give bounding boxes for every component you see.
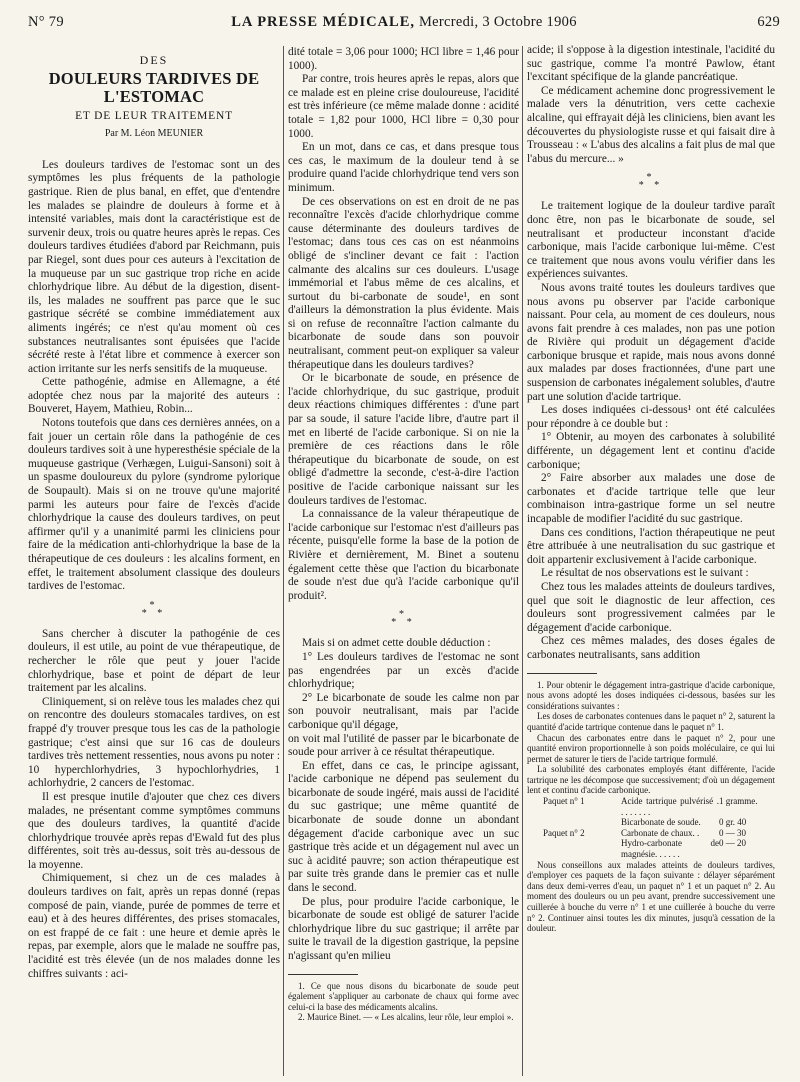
footnote: Nous conseillons aux malades atteints de douleurs tardives, d'employer ces paquets de la façon suivante : délayer séparément dans deux demi-verres d'eau, un paquet n° 1 et un paquet n° 2. Au moment des douleurs ou un peu avant, prendre successivement une cuillerée à bouche du verre n° 1 et une cuillerée à bouche du verre n° 2. Continuer ainsi toutes les dix minutes, jusqu'à cessation de la douleur. (527, 859, 775, 934)
footnote: 1. Ce que nous disons du bicarbonate de soude peut également s'appliquer au carbonate de chaux qui forme avec celui-ci la base des médicaments alcalins. (288, 980, 519, 1012)
paragraph: Dans ces conditions, l'action thérapeutique ne peut être attribuée à une neutralisation du suc gastrique et doit appartenir exclusivement à l'acide carbonique. (527, 526, 775, 566)
paragraph: Le traitement logique de la douleur tardive paraît donc être, non pas le bicarbonate de soude, sel neutralisant et producteur inconstant d'acide carbonique, mais l'acide carbonique lui-même. C'est ce traitement que nous avons voulu vérifier dans les expériences suivantes. (527, 200, 775, 281)
paragraph: En un mot, dans ce cas, et dans presque tous ces cas, le maximum de la douleur tend à se produire quand l'acide chlorhydrique tend vers son minimum. (288, 141, 519, 194)
paragraph: 2° Le bicarbonate de soude les calme non par son pouvoir neutralisant, mais par l'acide carbonique qu'il dégage, (288, 691, 519, 731)
footnote: Chacun des carbonates entre dans le paquet n° 2, pour une quantité environ proportionnelle à son poids moléculaire, ce qui lui permet de saturer le tiers de l'acide tartrique formulé. (527, 732, 775, 764)
section-separator: * * * (638, 172, 664, 192)
dose-row (543, 817, 775, 828)
paragraph: Cette pathogénie, admise en Allemagne, a été adoptée chez nous par la majorité des auteurs : Bouveret, Hayem, Mathieu, Robin... (28, 376, 280, 416)
section-separator: * * * (391, 609, 416, 629)
paragraph: Nous avons traité toutes les douleurs tardives que nous avons pu observer par l'acide carbonique naissant. Pour cela, au moment de ces douleurs, nous avons fait prendre à ces malades, non pas une potion de Rivière qui produit un dégagement d'acide carbonique brusque et rapide, mais nous avons donné aux malades par doses fractionnées, d'une part une suspension de carbonates inégalement solubles, d'autre part une solution d'acide tartrique. (527, 281, 775, 403)
paragraph: Les doses indiquées ci-dessous¹ ont été calculées pour répondre à ce double but : (527, 404, 775, 430)
dose-table (543, 796, 775, 860)
column-2 (288, 46, 519, 1023)
article-author: Par M. Léon MEUNIER (104, 128, 204, 140)
journal-masthead (28, 14, 780, 31)
dose-item: Bicarbonate de soude. (621, 817, 701, 828)
paragraph: Les douleurs tardives de l'estomac sont un des symptômes les plus fréquents de la pathologie gastrique. Rien de plus banal, en effet, que d'entendre les malades se plaindre de douleurs à forme et à intensité variables, mais dont la caractéristique est de survenir deux, trois ou quatre heures après le repas. Ces douleurs tardives étudiées d'abord par Reichmann, puis par Riegel, sont dues pour ces auteurs à l'excitation de la muqueuse par un suc gastrique trop riche en acide chlorhydrique libre. Au début de la digestion, disent-ils, les malades ne souffrent pas parce que le suc gastrique sécrété se combine immédiatement aux aliments ingérés; ce n'est qu'au moment où ces substances neutralisantes sont épuisées que l'acide sécrété reste à l'état libre et commence à exercer son action irritante sur les nerfs sensitifs de la muqueuse. (28, 158, 280, 375)
dose-packet: Paquet n° 2 (543, 827, 585, 838)
section-separator: * * * (141, 599, 167, 619)
journal-name: LA PRESSE MÉDICALE, (231, 14, 416, 30)
issue-date: Mercredi, 3 Octobre 1906 (418, 14, 577, 30)
paragraph: Il est presque inutile d'ajouter que chez ces divers malades, ne présentant comme symptômes communs que des douleurs tardives, la quantité d'acide chlorhydrique trouvée après repas d'Ewald fut des plus différentes, soit très au-dessus, soit très au-dessous de la moyenne. (28, 790, 280, 871)
paragraph: Chez tous les malades atteints de douleurs tardives, quel que soit le diagnostic de leur affection, ces douleurs sont progressivement calmées par le dégagement d'acide carbonique. (527, 580, 775, 634)
paragraph: Notons toutefois que dans ces dernières années, on a fait jouer un certain rôle dans la pathogénie de ces douleurs tardives soit à une hyperesthésie spéciale de la muqueuse gastrique (Verhægen, Luigui-Sansoni) soit à un spasme douloureux du pylore (syndrome pylorique de Soupault). Mais si on ne trouve qu'une majorité parmi les auteurs pour faire de l'excès d'acide chlorhydrique la cause des douleurs tardives, on peut affirmer qu'il y a unanimité parmi les cliniciens pour faire de la médication anti-chlorhydrique la base de la thérapeutique de ces douleurs : les alcalins forment, en effet, le traitement absolument classique des douleurs tardives de l'estomac. (28, 417, 280, 593)
article-kicker: DES (139, 53, 169, 67)
dose-packet (543, 817, 621, 828)
dose-item: Carbonate de chaux. . (621, 827, 700, 838)
paragraph: acide; il s'oppose à la digestion intestinale, l'acidité du suc gastrique, comme l'a montré Pawlow, étant l'excitant spécifique de la glande pancréatique. (527, 44, 775, 84)
article-subtitle: ET DE LEUR TRAITEMENT (75, 109, 233, 122)
footnotes (527, 680, 775, 934)
page-header (28, 14, 780, 36)
paragraph: De ces observations on est en droit de ne pas reconnaître l'excès d'acide chlorhydrique comme cause déterminante des douleurs tardives de l'estomac; dans tous ces cas on est néanmoins obligé de s'incliner devant ce fait : l'action calmante des alcalins sur ces douleurs. L'usage immémorial et l'abus même de ces alcalins, et surtout du bi-carbonate de soude¹, en sont d'ailleurs la démonstration la plus évidente. Mais si on refuse de reconnaître l'action calmante du bicarbonate de soude dans son pouvoir neutralisant, comment peut-on expliquer sa valeur thérapeutique dans les douleurs tardives? (288, 195, 519, 371)
paragraph: Chez ces mêmes malades, des doses égales de carbonates neutralisants, sans addition (527, 635, 775, 661)
dose-packet (543, 838, 621, 859)
paragraph: Le résultat de nos observations est le suivant : (541, 567, 749, 580)
dose-qty: 0 gr. 40 (719, 817, 747, 828)
footnote-rule (527, 673, 597, 674)
dose-qty: 0 — 30 (719, 827, 746, 838)
dose-row (543, 796, 775, 817)
footnote: 2. Maurice Binet. — « Les alcalins, leur rôle, leur emploi ». (298, 1012, 514, 1023)
column-1 (28, 44, 280, 981)
footnote: Les doses de carbonates contenues dans le paquet n° 2, saturent la quantité d'acide tartrique contenue dans le paquet n° 1. (527, 711, 775, 732)
footnotes (288, 981, 519, 1023)
footnote: La solubilité des carbonates employés étant différente, l'acide tartrique ne les décompose que successivement; d'où un dégagement lent et continu d'acide carbonique. (527, 764, 775, 796)
issue-number: N° 79 (28, 14, 64, 30)
paragraph: Par contre, trois heures après le repas, alors que ce malade est en pleine crise douloureuse, l'acidité est très inférieure (ce même malade donne : acidité totale = 1,82 pour 1000, HCl libre = 0,30 pour 1000. (288, 73, 519, 140)
paragraph: La connaissance de la valeur thérapeutique de l'acide carbonique sur l'estomac n'est d'ailleurs pas récente, puisqu'elle forme la base de la potion de Rivière et dernièrement, M. Binet a soutenu également cette thèse que l'action du bicarbonate de soude n'est due qu'à l'acide carbonique qu'il produit². (288, 508, 519, 602)
column-rule (283, 46, 284, 1076)
dose-packet: Paquet n° 1 (543, 796, 585, 807)
paragraph: 1° Les douleurs tardives de l'estomac ne sont pas engendrées par un excès d'acide chlorhydrique; (288, 650, 519, 691)
column-rule (522, 46, 523, 1076)
paragraph: Ce médicament achemine donc progressivement le malade vers la dénutrition, vers cette cachexie alcaline, qui effrayait déjà les cliniciens, bien avant les découvertes du physiologiste russe et qui faisait dire à Trousseau : « L'abus des alcalins a fait plus de mal que l'abus du mercure... » (527, 84, 775, 165)
paragraph: En effet, dans ce cas, le principe agissant, l'acide carbonique ne dépend pas seulement du bicarbonate de soude ingéré, mais aussi de l'acidité du suc gastrique; une même quantité de bicarbonate de soude donne un abondant dégagement d'acide carbonique avec un suc gastrique très acide et un dégagement nul avec un suc à acidité pauvre; son action thérapeutique est par suite très grande dans le premier cas et nulle dans le second. (288, 759, 519, 895)
paragraph: Cliniquement, si on relève tous les malades chez qui on rencontre des douleurs stomacales tardives, on est frappé d'y trouver presque tous les cas de la pathologie gastrique; c'est ainsi que sur 16 cas de douleurs tardives très nettement ressenties, nous avons pu noter : 10 hyperchlorhydries, 3 hypochlorhydries, 1 achlorhydrie, 2 cancers de l'estomac. (28, 695, 280, 790)
paragraph: on voit mal l'utilité de passer par le bicarbonate de soude pour arriver à ce résultat thérapeutique. (288, 732, 519, 759)
dose-item: Hydro-carbonate de magnésie. . . . . . (621, 838, 719, 860)
paragraph: Sans chercher à discuter la pathogénie de ces douleurs, il est utile, au point de vue thérapeutique, de rechercher le rôle que peut y jouer l'acide chlorhydrique, base et point de départ de leur traitement par les alcalins. (28, 627, 280, 695)
footnote-rule (288, 974, 358, 975)
paragraph: De plus, pour produire l'acide carbonique, le bicarbonate de soude est obligé de saturer l'acide chlorhydrique libre du suc gastrique; il arrête par suite le travail de la digestion gastrique, la pepsine n'agissant qu'en milieu (288, 895, 519, 962)
paragraph: Or le bicarbonate de soude, en présence de l'acide chlorhydrique, du suc gastrique, produit deux réactions chimiques différentes : d'une part par sa soude, il sature l'acide libre, d'autre part il met en liberté de l'acide carbonique. Si on nie la première de ces réactions dans le rôle thérapeutique du bicarbonate de soude, on est obligé d'admettre la seconde, c'est-à-dire l'action positive de l'acide carbonique naissant sur les douleurs tardives de l'estomac. (288, 372, 519, 507)
paragraph: 1° Obtenir, au moyen des carbonates à solubilité différente, un dégagement lent et continu d'acide carbonique; (527, 431, 775, 471)
dose-row (543, 828, 775, 839)
column-3 (527, 44, 775, 934)
paragraph: 2° Faire absorber aux malades une dose de carbonates et d'acide tartrique telle que leur combinaison intra-gastrique forme un sel neutre incapable de modifier l'acidité du suc gastrique. (527, 472, 775, 525)
dose-row (543, 838, 775, 859)
footnote: 1. Pour obtenir le dégagement intra-gastrique d'acide carbonique, nous avons adopté les doses indiquées ci-dessous, basées sur les considérations suivantes : (527, 679, 775, 711)
article-title: DOULEURS TARDIVES DE L'ESTOMAC (48, 68, 260, 106)
dose-item: Acide tartrique pulvérisé . . . . . . . . (621, 796, 719, 817)
dose-qty: 0 — 20 (719, 838, 746, 849)
paragraph: Chimiquement, si chez un de ces malades à douleurs tardives on fait, après un repas donné (repas composé de pain, viande, purée de pommes de terre et eau) et à des heures différentes, des prises stomacales, on est frappé de ce fait : une heure et demie après le repas, par exemple, alors que le malade ne souffre pas, l'acidité est très élevée (un de nos malades donne les chiffres suivants : aci- (28, 872, 280, 980)
page-number: 629 (757, 14, 780, 30)
paragraph: Mais si on admet cette double déduction : (302, 637, 491, 650)
dose-qty: 1 gramme. (719, 796, 758, 807)
paragraph: dité totale = 3,06 pour 1000; HCl libre = 1,46 pour 1000). (288, 46, 519, 72)
